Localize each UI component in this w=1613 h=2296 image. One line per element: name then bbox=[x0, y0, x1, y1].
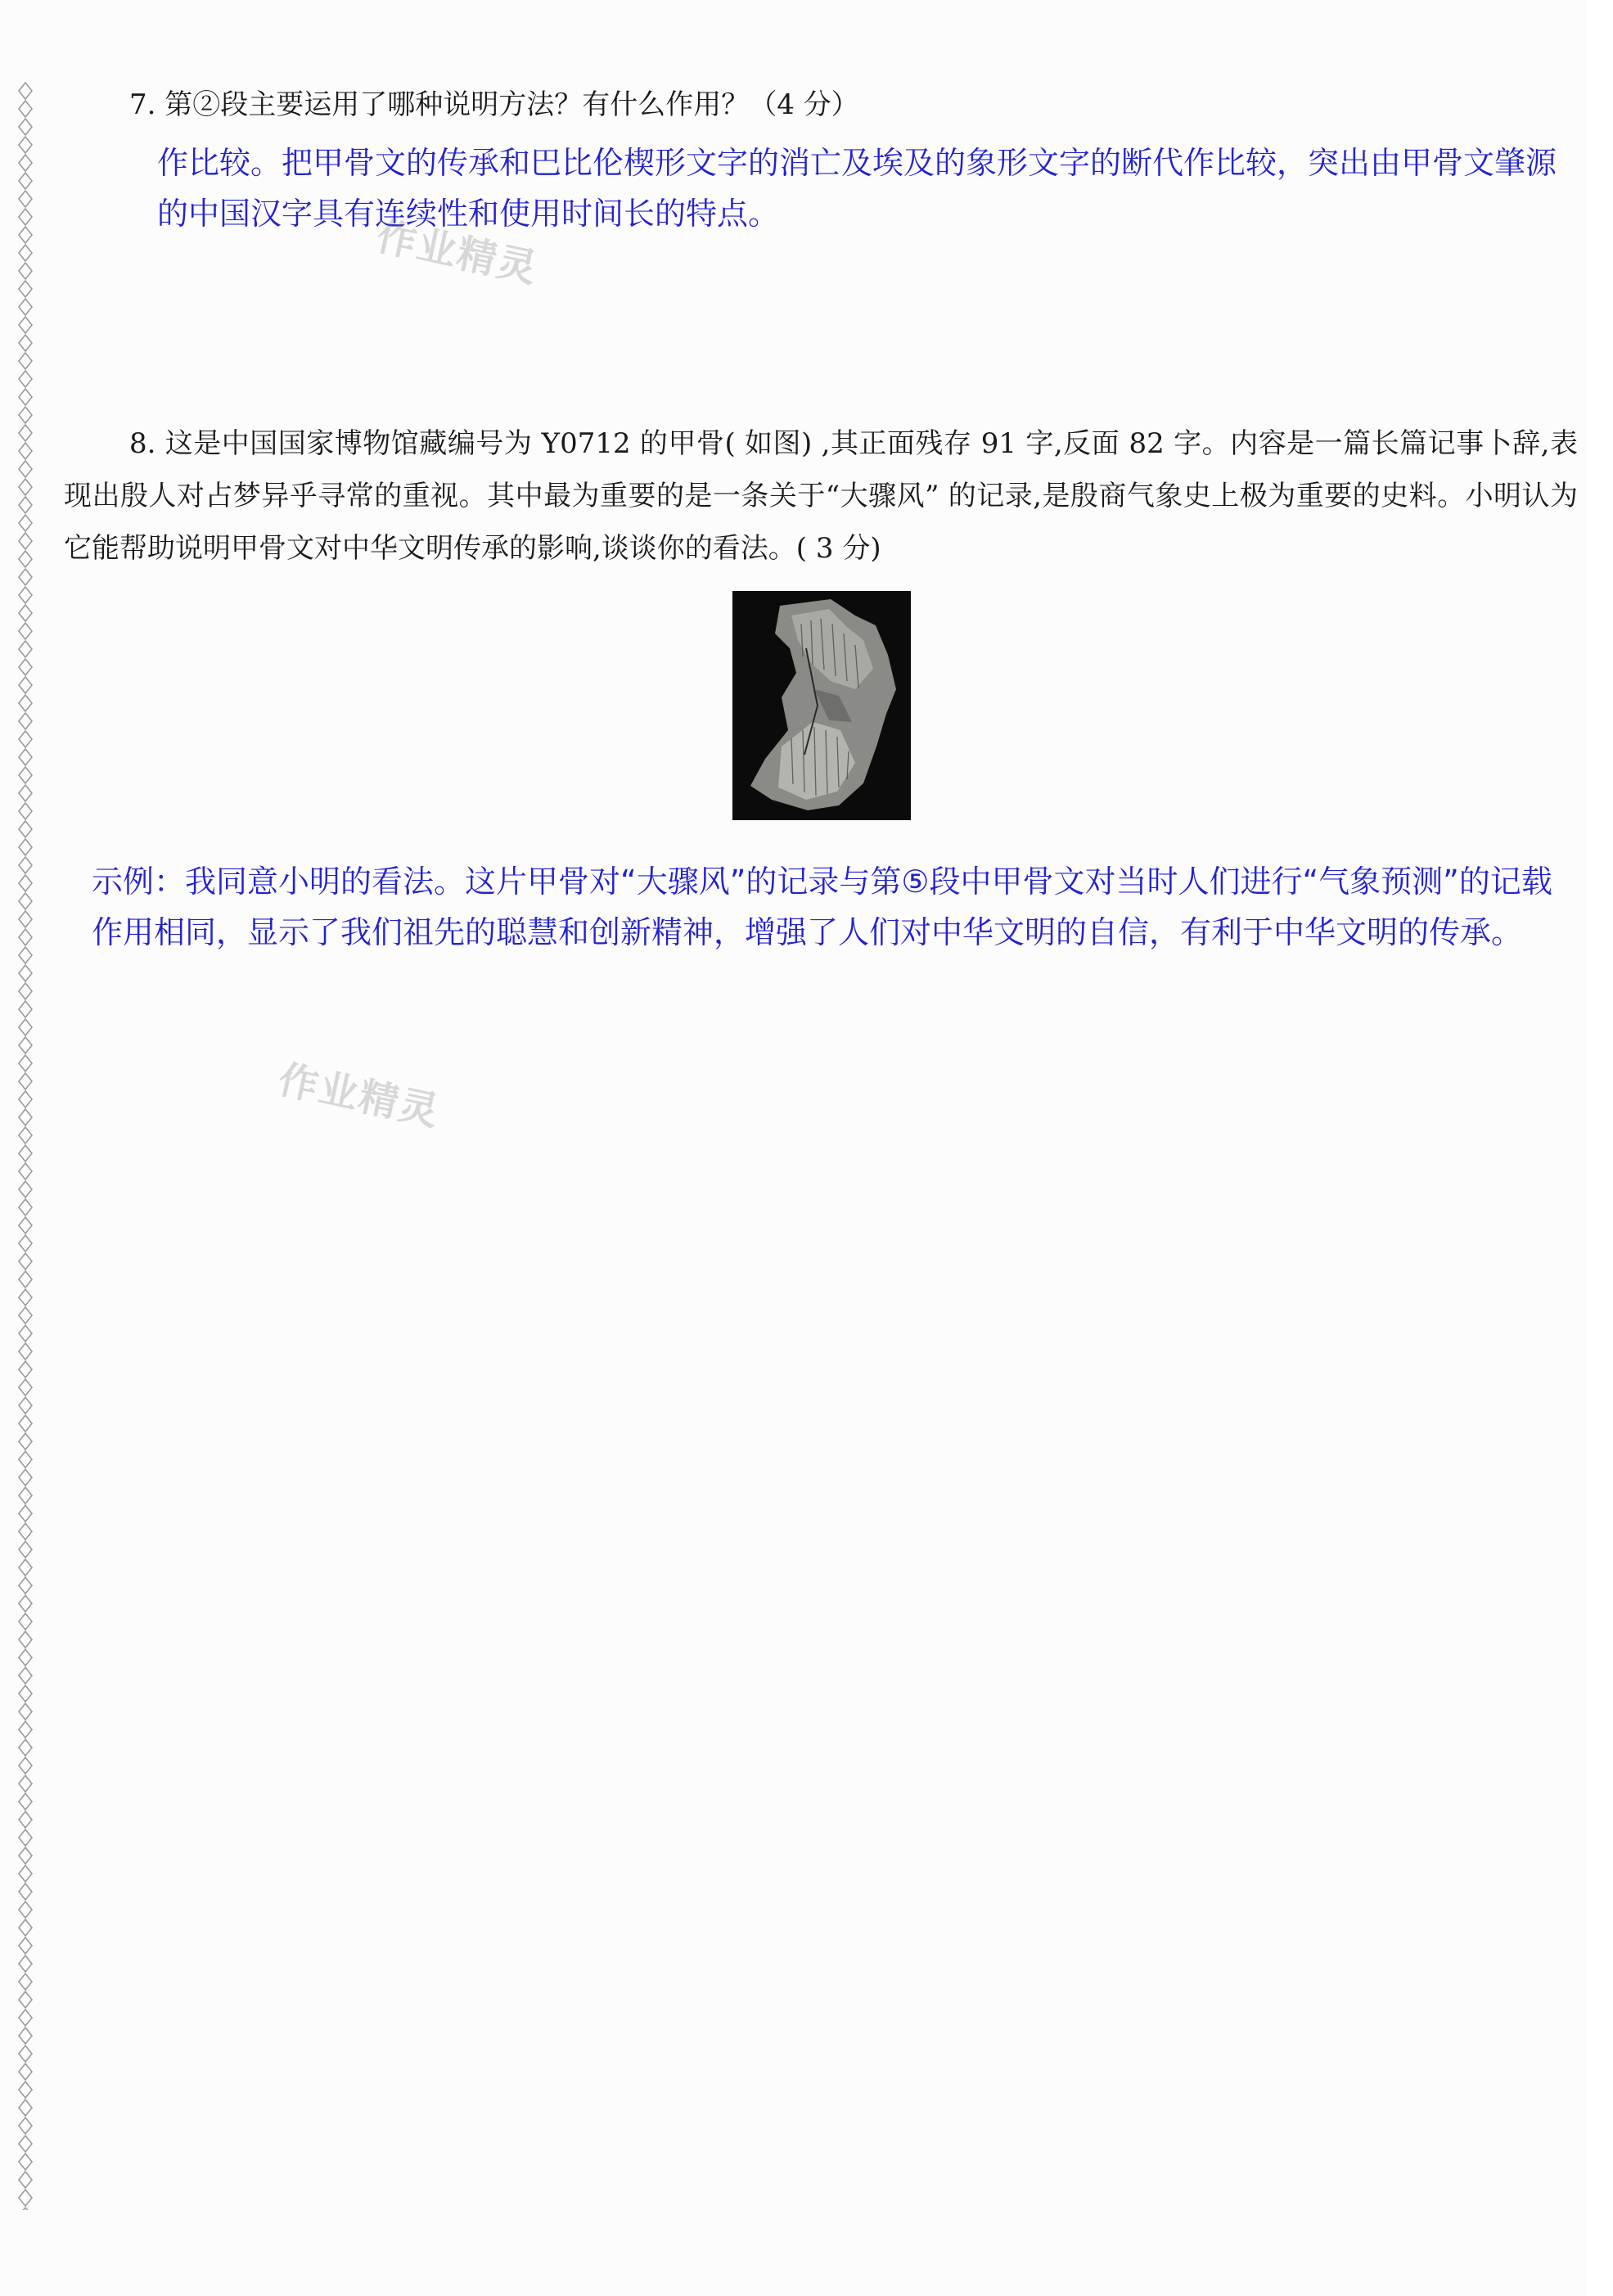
question-8-prompt: 8. 这是中国国家博物馆藏编号为 Y0712 的甲骨( 如图) ,其正面残存 91 字,反面 82 字。内容是一篇长篇记事卜辞,表现出殷人对占梦异乎寻常的重视。其中最为重要的是一条关于“大骤风” 的记录,是殷商气象史上极为重要的史料。小明认为它能帮助说明甲骨文对中华文明传承的影响,谈谈你的看法。( 3 分) bbox=[64, 427, 1578, 565]
question-7-answer: 作比较。把甲骨文的传承和巴比伦楔形文字的消亡及埃及的象形文字的断代作比较，突出由甲骨文肇源的中国汉字具有连续性和使用时间长的特点。 bbox=[157, 145, 1557, 232]
binding-margin-decoration bbox=[16, 82, 34, 2210]
oracle-bone-photo bbox=[732, 591, 911, 820]
watermark: 作业精灵 bbox=[274, 1056, 444, 1136]
question-7-prompt: 7. 第②段主要运用了哪种说明方法？有什么作用？（4 分） bbox=[129, 88, 859, 121]
question-8-answer: 示例：我同意小明的看法。这片甲骨对“大骤风”的记录与第⑤段中甲骨文对当时人们进行“气象预测”的记载作用相同，显示了我们祖先的聪慧和创新精神，增强了人们对中华文明的自信，有利于中华文明的传承。 bbox=[92, 864, 1552, 950]
oracle-bone-image bbox=[732, 591, 911, 820]
watermark: 作业精灵 bbox=[372, 213, 543, 293]
